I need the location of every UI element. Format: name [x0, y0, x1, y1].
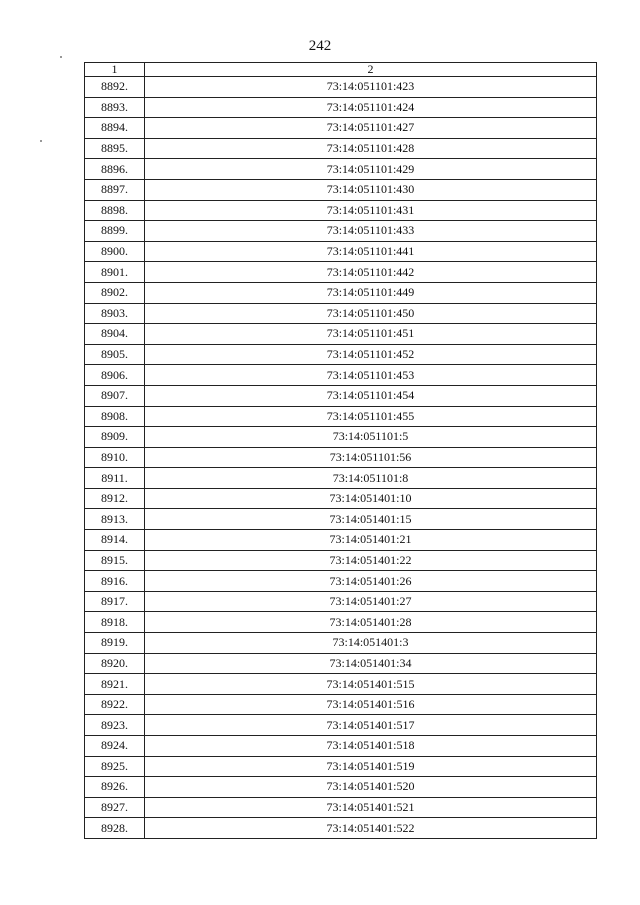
cadastral-number-cell: 73:14:051101:454	[145, 385, 597, 406]
row-number-cell: 8906.	[85, 365, 145, 386]
row-number-cell: 8922.	[85, 694, 145, 715]
table-row	[85, 612, 597, 633]
table-row	[85, 715, 597, 736]
table-row	[85, 303, 597, 324]
cadastral-number-cell: 73:14:051401:518	[145, 736, 597, 757]
table-row	[85, 324, 597, 345]
column-header-2: 2	[145, 63, 597, 77]
table-row	[85, 159, 597, 180]
scan-speck	[60, 56, 62, 58]
cadastral-number-cell: 73:14:051401:3	[145, 633, 597, 654]
row-number-cell: 8897.	[85, 179, 145, 200]
row-number-cell: 8908.	[85, 406, 145, 427]
table-row	[85, 488, 597, 509]
row-number-cell: 8914.	[85, 530, 145, 551]
table-row	[85, 653, 597, 674]
cadastral-number-cell: 73:14:051401:21	[145, 530, 597, 551]
row-number-cell: 8907.	[85, 385, 145, 406]
cadastral-number-cell: 73:14:051401:515	[145, 674, 597, 695]
cadastral-number-cell: 73:14:051401:519	[145, 756, 597, 777]
cadastral-number-cell: 73:14:051401:521	[145, 797, 597, 818]
row-number-cell: 8924.	[85, 736, 145, 757]
table-row	[85, 797, 597, 818]
row-number-cell: 8896.	[85, 159, 145, 180]
cadastral-number-cell: 73:14:051101:430	[145, 179, 597, 200]
table-row	[85, 694, 597, 715]
row-number-cell: 8917.	[85, 591, 145, 612]
row-number-cell: 8893.	[85, 97, 145, 118]
scan-speck	[40, 140, 42, 142]
cadastral-number-cell: 73:14:051101:424	[145, 97, 597, 118]
column-header-1: 1	[85, 63, 145, 77]
cadastral-number-cell: 73:14:051101:449	[145, 282, 597, 303]
cadastral-number-cell: 73:14:051401:522	[145, 818, 597, 839]
cadastral-number-cell: 73:14:051101:450	[145, 303, 597, 324]
table-row	[85, 591, 597, 612]
table-row	[85, 179, 597, 200]
row-number-cell: 8926.	[85, 777, 145, 798]
table-row	[85, 385, 597, 406]
table-row	[85, 447, 597, 468]
row-number-cell: 8913.	[85, 509, 145, 530]
row-number-cell: 8925.	[85, 756, 145, 777]
cadastral-number-cell: 73:14:051101:433	[145, 221, 597, 242]
row-number-cell: 8920.	[85, 653, 145, 674]
row-number-cell: 8910.	[85, 447, 145, 468]
cadastral-number-cell: 73:14:051101:451	[145, 324, 597, 345]
cadastral-number-cell: 73:14:051401:10	[145, 488, 597, 509]
row-number-cell: 8916.	[85, 571, 145, 592]
cadastral-number-cell: 73:14:051401:516	[145, 694, 597, 715]
row-number-cell: 8900.	[85, 241, 145, 262]
row-number-cell: 8909.	[85, 427, 145, 448]
cadastral-number-table	[84, 62, 597, 839]
table-row	[85, 262, 597, 283]
table-row	[85, 550, 597, 571]
cadastral-number-cell: 73:14:051401:520	[145, 777, 597, 798]
table-row	[85, 138, 597, 159]
cadastral-number-cell: 73:14:051401:517	[145, 715, 597, 736]
table-row	[85, 736, 597, 757]
table-row	[85, 344, 597, 365]
cadastral-number-cell: 73:14:051101:441	[145, 241, 597, 262]
table-row	[85, 241, 597, 262]
row-number-cell: 8905.	[85, 344, 145, 365]
cadastral-number-cell: 73:14:051401:34	[145, 653, 597, 674]
table-row	[85, 406, 597, 427]
table-row	[85, 777, 597, 798]
cadastral-number-cell: 73:14:051401:27	[145, 591, 597, 612]
table-row	[85, 818, 597, 839]
table-header-row	[85, 63, 597, 77]
row-number-cell: 8904.	[85, 324, 145, 345]
cadastral-number-cell: 73:14:051101:442	[145, 262, 597, 283]
cadastral-number-cell: 73:14:051401:26	[145, 571, 597, 592]
table-row	[85, 509, 597, 530]
row-number-cell: 8918.	[85, 612, 145, 633]
cadastral-number-cell: 73:14:051401:22	[145, 550, 597, 571]
row-number-cell: 8901.	[85, 262, 145, 283]
table-row	[85, 468, 597, 489]
table-row	[85, 118, 597, 139]
table-row	[85, 77, 597, 98]
row-number-cell: 8919.	[85, 633, 145, 654]
table-row	[85, 200, 597, 221]
table-body	[85, 77, 597, 839]
table-row	[85, 97, 597, 118]
cadastral-number-cell: 73:14:051101:56	[145, 447, 597, 468]
cadastral-number-cell: 73:14:051101:8	[145, 468, 597, 489]
row-number-cell: 8915.	[85, 550, 145, 571]
row-number-cell: 8894.	[85, 118, 145, 139]
cadastral-number-cell: 73:14:051101:5	[145, 427, 597, 448]
row-number-cell: 8927.	[85, 797, 145, 818]
row-number-cell: 8903.	[85, 303, 145, 324]
row-number-cell: 8899.	[85, 221, 145, 242]
table-row	[85, 427, 597, 448]
table-row	[85, 530, 597, 551]
cadastral-number-cell: 73:14:051101:453	[145, 365, 597, 386]
cadastral-number-cell: 73:14:051101:423	[145, 77, 597, 98]
table-row	[85, 756, 597, 777]
cadastral-number-cell: 73:14:051101:452	[145, 344, 597, 365]
row-number-cell: 8911.	[85, 468, 145, 489]
table-row	[85, 633, 597, 654]
row-number-cell: 8892.	[85, 77, 145, 98]
row-number-cell: 8902.	[85, 282, 145, 303]
cadastral-number-cell: 73:14:051101:429	[145, 159, 597, 180]
cadastral-number-cell: 73:14:051101:428	[145, 138, 597, 159]
cadastral-number-cell: 73:14:051401:28	[145, 612, 597, 633]
row-number-cell: 8923.	[85, 715, 145, 736]
cadastral-number-cell: 73:14:051101:427	[145, 118, 597, 139]
cadastral-number-cell: 73:14:051101:431	[145, 200, 597, 221]
row-number-cell: 8895.	[85, 138, 145, 159]
table-row	[85, 571, 597, 592]
table-row	[85, 282, 597, 303]
row-number-cell: 8898.	[85, 200, 145, 221]
page-number: 242	[308, 38, 332, 54]
table-row	[85, 365, 597, 386]
table-row	[85, 221, 597, 242]
table-row	[85, 674, 597, 695]
row-number-cell: 8921.	[85, 674, 145, 695]
row-number-cell: 8912.	[85, 488, 145, 509]
cadastral-number-cell: 73:14:051401:15	[145, 509, 597, 530]
row-number-cell: 8928.	[85, 818, 145, 839]
cadastral-number-cell: 73:14:051101:455	[145, 406, 597, 427]
